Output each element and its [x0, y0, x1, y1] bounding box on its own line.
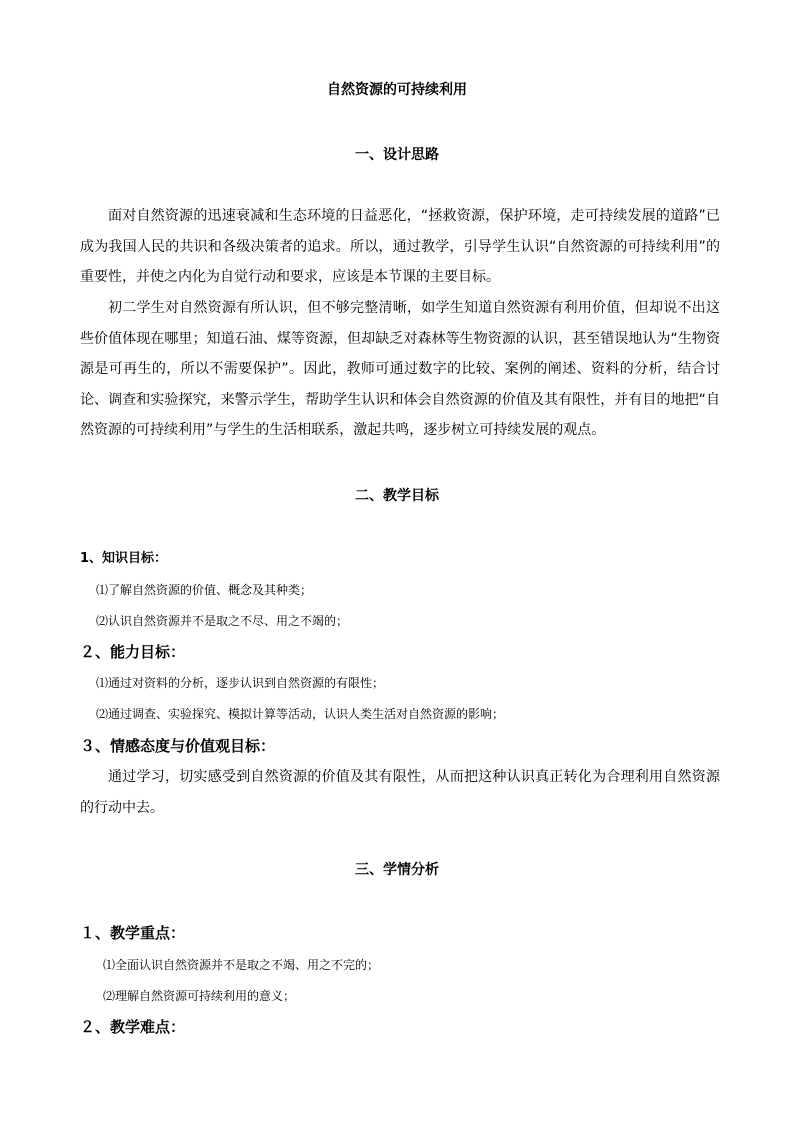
- subheading-teaching-focus: １、教学重点：: [80, 924, 186, 942]
- list-item: ⑵通过调查、实验探究、模拟计算等活动，认识人类生活对自然资源的影响；: [96, 707, 505, 721]
- section-heading-teaching-goals: 二、教学目标: [355, 488, 439, 504]
- section-heading-learning-analysis: 三、学情分析: [355, 862, 439, 878]
- subheading-teaching-difficulty: ２、教学难点：: [80, 1018, 186, 1036]
- subheading-attitude-goals: ３、情感态度与价值观目标：: [80, 737, 276, 755]
- paragraph-design-idea-2: 初二学生对自然资源有所认识，但不够完整清晰，如学生知道自然资源有利用价值，但却说不出这些价值体现在哪里；知道石油、煤等资源，但却缺乏对森林等生物资源的认识，甚至错误地认为“生物资源是可再生的，所以不需要保护”。因此，教师可通过数字的比较、案例的阐述、资料的分析，结合讨论、调查和实验探究，来警示学生，帮助学生认识和体会自然资源的价值及其有限性，并有目的地把“自然资源的可持续利用”与学生的生活相联系，激起共鸣，逐步树立可持续发展的观点。: [80, 300, 720, 439]
- paragraph-design-idea-1: 面对自然资源的迅速衰减和生态环境的日益恶化，“拯救资源，保护环境，走可持续发展的道路”已成为我国人民的共识和各级决策者的追求。所以，通过教学，引导学生认识“自然资源的可持续利用”的重要性，并使之内化为自觉行动和要求，应该是本节课的主要目标。: [80, 208, 720, 286]
- list-item: ⑵认识自然资源并不是取之不尽、用之不竭的；: [96, 614, 349, 628]
- list-item: ⑴全面认识自然资源并不是取之不竭、用之不完的；: [103, 958, 380, 972]
- subheading-knowledge-goals: 1、知识目标：: [80, 551, 168, 566]
- list-item: ⑴通过对资料的分析，逐步认识到自然资源的有限性；: [96, 676, 385, 690]
- section-heading-design-idea: 一、设计思路: [355, 147, 439, 163]
- list-item: ⑵理解自然资源可持续利用的意义；: [103, 989, 296, 1003]
- list-item: ⑴了解自然资源的价值、概念及其种类；: [96, 583, 313, 597]
- paragraph-attitude-goals: 通过学习，切实感受到自然资源的价值及其有限性，从而把这种认识真正转化为合理利用自然资源的行动中去。: [80, 769, 720, 816]
- document-title: 自然资源的可持续利用: [327, 82, 467, 98]
- subheading-ability-goals: ２、能力目标：: [80, 643, 186, 661]
